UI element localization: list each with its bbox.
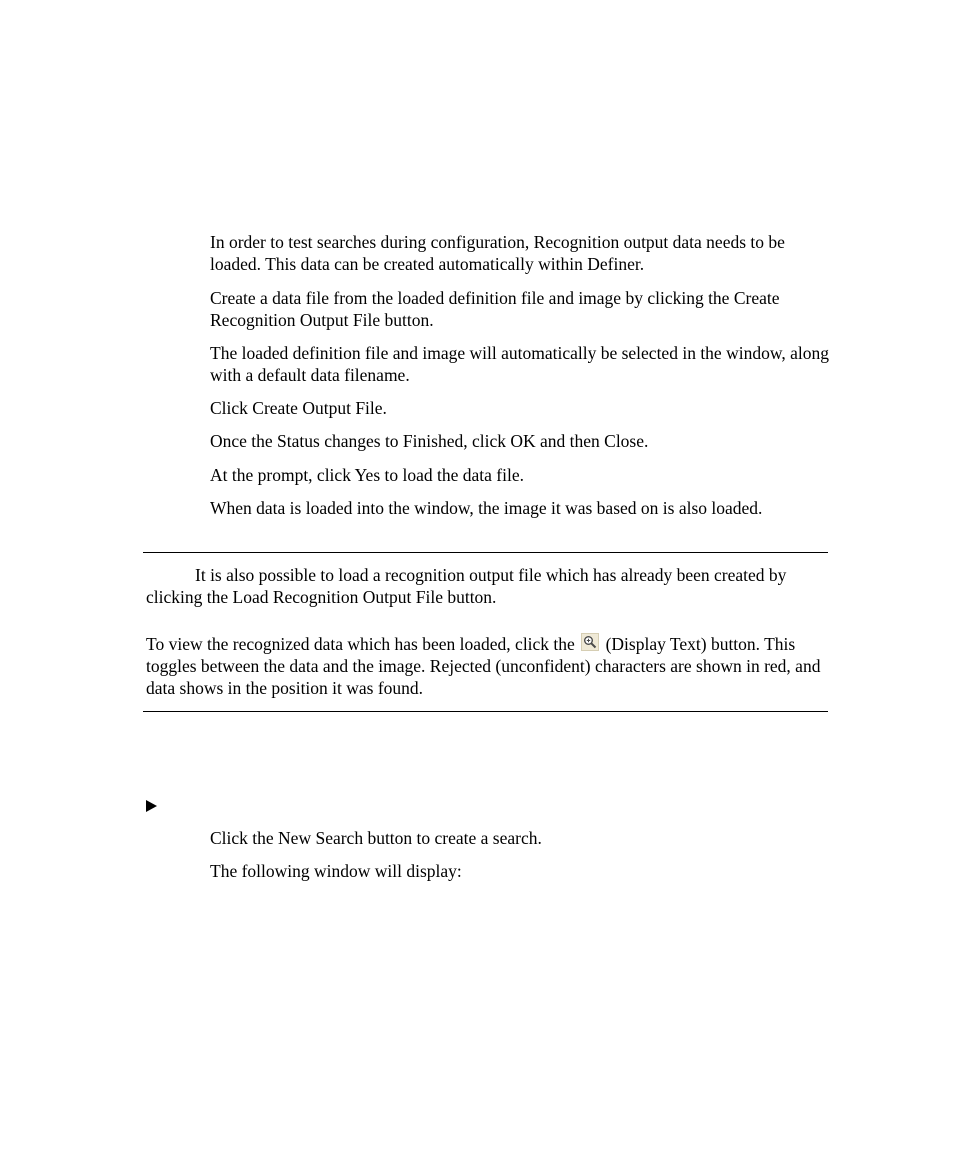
note-bottom-rule [143,711,828,712]
note-text-after-icon: (Display Text) button. This toggles between the data and the image. Rejected (unconfident) characters are shown in red, and data shows in the position it was found. [146,634,821,698]
step-text: When data is loaded into the window, the image it was based on is also loaded. [210,498,763,518]
step-text: Click the New Search button to create a search. [210,828,542,848]
step-text: Create a data file from the loaded definition file and image by clicking the Create Recognition Output File button. [210,288,780,330]
note-text-before-icon: To view the recognized data which has been loaded, click the [146,634,575,654]
note-paragraph-display-text [146,633,828,699]
note-top-rule [143,552,828,553]
display-text-magnifier-icon [581,633,599,651]
procedure-arrow-icon [146,800,157,812]
note-paragraph: It is also possible to load a recognition output file which has already been created by clicking the Load Recognition Output File button. [146,565,787,607]
step-text: Click Create Output File. [210,398,387,418]
step-text: Once the Status changes to Finished, click OK and then Close. [210,431,649,451]
step-text: At the prompt, click Yes to load the data file. [210,465,524,485]
step-text: The loaded definition file and image will automatically be selected in the window, along with a default data filename. [210,343,829,385]
step-text: The following window will display: [210,861,462,881]
step-text: In order to test searches during configuration, Recognition output data needs to be loaded. This data can be created automatically within Definer. [210,232,785,274]
